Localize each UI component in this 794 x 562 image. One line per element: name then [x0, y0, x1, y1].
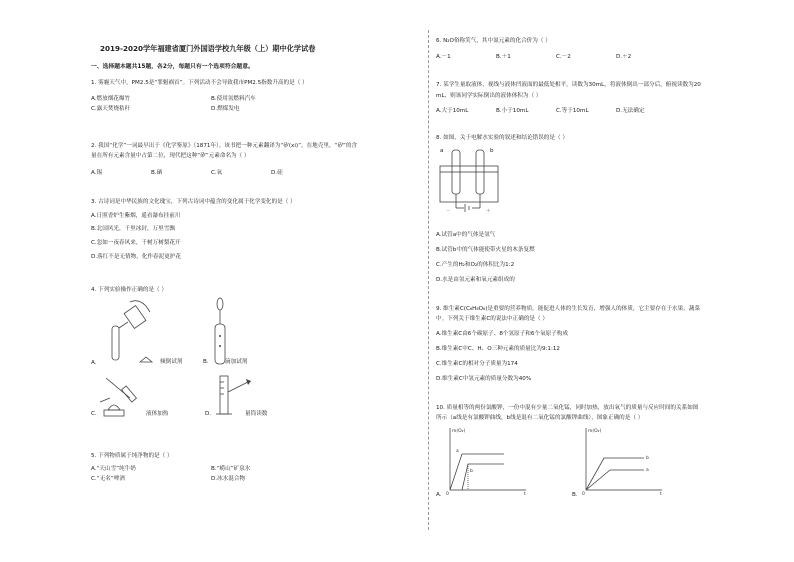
q5-option-a: A.“天山雪”纯牛奶	[91, 466, 136, 472]
q10-stem-line1: 10. 质量相等的两份氯酸钾，一份中混有少量二氧化锰，同时加热，放出氧气的质量与反应时间的关系如图	[436, 405, 699, 411]
q10-option-b-label: B.	[572, 492, 578, 498]
q6-option-b: B.＋1	[496, 54, 511, 60]
q4-stem: 4. 下列实验操作正确的是（ ）	[91, 287, 168, 293]
q2-stem-line2: 量在所有元素含量中占第二位，现代把这种“矽”元素命名为（ ）	[91, 153, 250, 159]
electrolysis-figure	[436, 146, 502, 218]
q9-option-b: B.维生素C中C、H、O三种元素的质量比为9:1:12	[436, 346, 560, 352]
q8-option-d: D.水是由氢元素和氧元素组成的	[436, 277, 515, 283]
electrode-plus-label: ＋	[486, 209, 491, 214]
q3-option-b: B.北国风光，千里冰封，万里雪飘	[91, 226, 175, 232]
tube-a-label: a	[440, 148, 444, 154]
q7-option-c: C.等于10mL	[556, 108, 589, 114]
q1-option-c: C.露天焚烧秸秆	[91, 106, 131, 112]
q6-option-d: D.＋2	[616, 54, 632, 60]
q6-stem: 6. N₂O俗称笑气，其中氮元素的化合价为（ ）	[436, 38, 551, 44]
q9-stem-line2: 中。下列关于维生素C的说法中正确的是（ ）	[436, 316, 548, 322]
q8-option-c: C.产生的H₂和O₂的体积比为1:2	[436, 262, 515, 268]
q5-option-d: D.冰水混合物	[211, 476, 246, 482]
graph-a-curve-a: a	[456, 449, 459, 454]
column-divider	[428, 30, 429, 530]
q3-stem: 3. 古诗词是中华民族的文化瑰宝，下列古诗词中蕴含的变化属于化学变化的是（ ）	[91, 199, 296, 205]
q1-stem: 1. 雾霾天气中，PM2.5是“罪魁祸首”。下列活动不会导致我市PM2.5指数升高的是（ ）	[91, 80, 308, 86]
q1-option-d: D.燃煤发电	[211, 106, 240, 112]
heating-liquid-figure	[96, 372, 148, 422]
q8-option-b: B.试管b中的气体能使带火星的木条复燃	[436, 247, 535, 253]
q9-option-a: A.维生素C由6个碳原子、8个氢原子和6个氧原子构成	[436, 331, 568, 337]
q3-option-a: A.日照香炉生紫烟，遥看瀑布挂前川	[91, 213, 181, 219]
q6-option-a: A.－1	[436, 54, 451, 60]
q4-option-c-caption: 液体加热	[146, 411, 169, 417]
q9-stem-line1: 9. 维生素C(C₆H₈O₆)是重要的营养物质，能促进人体的生长发育，增强人的体质，它主要存在于水果、蔬菜	[436, 306, 700, 312]
graph-b-x-label: t	[660, 492, 662, 496]
q5-option-b: B.“崂山”矿泉水	[211, 466, 251, 472]
graph-b-curve-b: b	[646, 456, 649, 461]
graph-b-curve-a: a	[646, 468, 649, 473]
graph-b-origin: 0	[582, 492, 585, 496]
q5-option-c: C.“无名”啤酒	[91, 476, 125, 482]
tube-b-label: b	[490, 148, 494, 154]
page-title: 2019-2020学年福建省厦门外国语学校九年级（上）期中化学试卷	[100, 44, 316, 53]
q4-option-b-label: B.	[203, 359, 209, 365]
q2-stem-line1: 2. 我国“化学”一词最早出于《化学鉴原》（1871年）。该书把一种元素翻译为“矽(xi)”。在地壳里，“矽”的含	[91, 143, 358, 149]
graph-a-origin: 0	[446, 492, 449, 496]
q10-option-a-label: A.	[436, 492, 442, 498]
graph-a-curve-b: b	[470, 469, 473, 474]
q7-stem-line1: 7. 某学生量取液体，视线与液体凹液面的最低处相平，读数为30mL，将液体倒出一部分后，俯视读数为20	[436, 82, 701, 88]
q4-option-b-caption: 滴加试剂	[225, 359, 248, 365]
graph-a	[440, 424, 530, 496]
q4-option-d-label: D.	[205, 411, 212, 417]
q8-option-a: A.试管a中的气体是氢气	[436, 232, 496, 238]
q6-option-c: C.－2	[556, 54, 571, 60]
q7-option-a: A.大于10mL	[436, 108, 469, 114]
q7-option-d: D.无法确定	[616, 108, 645, 114]
q10-stem-line2: 所示（a线是有氯酸钾曲线，b线是混有二氧化锰的氯酸钾曲线），图象正确的是（ ）	[436, 415, 644, 421]
graph-a-y-label: m(O₂)	[452, 429, 466, 434]
graph-b	[576, 424, 666, 496]
section-heading: 一、选择题本题共15题，各2分，每题只有一个选项符合题意。	[91, 64, 254, 70]
q2-option-d: D.硅	[271, 170, 283, 176]
graph-a-x-label: t	[524, 492, 526, 496]
graph-b-y-label: m(O₂)	[588, 429, 602, 434]
pouring-liquid-figure	[100, 300, 160, 370]
q7-stem-line2: mL，则该同学实际倒出的液体体积为（ ）	[436, 93, 542, 99]
q2-option-a: A.锡	[91, 170, 103, 176]
q1-option-a: A.燃放烟花爆竹	[91, 96, 131, 102]
q4-option-a-label: A.	[91, 360, 97, 366]
q9-option-d: D.维生素C中氢元素的质量分数为40%	[436, 376, 532, 382]
q7-option-b: B.小于10mL	[496, 108, 529, 114]
q5-stem: 5. 下列物质属于纯净物的是（ ）	[91, 453, 173, 459]
q4-option-c-label: C.	[91, 411, 97, 417]
q3-option-d: D.落红不是无情物，化作春泥更护花	[91, 254, 181, 260]
electrode-minus-label: －	[446, 209, 451, 214]
q8-stem: 8. 如图，关于电解水实验的叙述和结论错误的是（ ）	[436, 135, 568, 141]
q3-option-c: C.忽如一夜春风来，千树万树梨花开	[91, 240, 181, 246]
q2-option-c: C.氧	[211, 170, 223, 176]
q4-option-d-caption: 量筒读数	[245, 411, 268, 417]
q9-option-c: C.维生素C的相对分子质量为174	[436, 361, 518, 367]
q2-option-b: B.硒	[151, 170, 163, 176]
q4-option-a-caption: 倾倒试剂	[160, 359, 183, 365]
q1-option-b: B.使用氢燃料汽车	[211, 96, 256, 102]
